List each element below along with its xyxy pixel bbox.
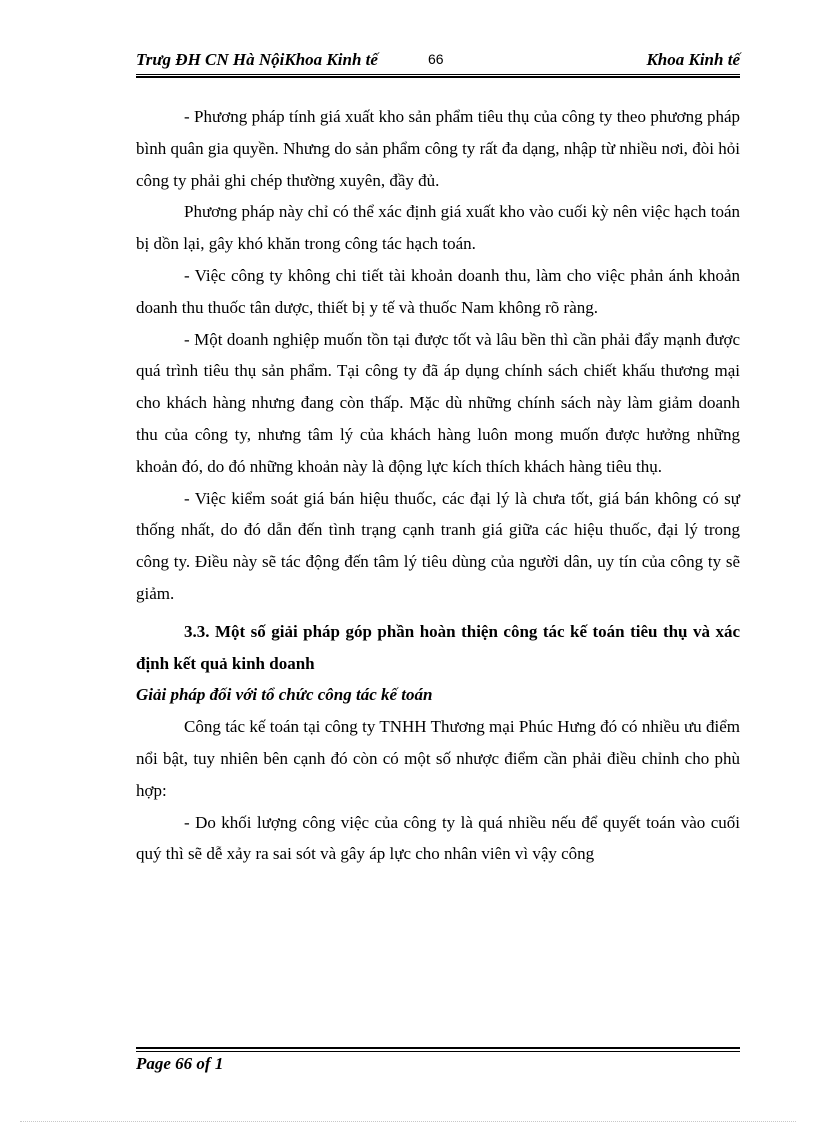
header-school-name: Trưg ĐH CN Hà NộiKhoa Kinh tế — [136, 50, 378, 69]
paragraph-1: - Phương pháp tính giá xuất kho sản phẩm tiêu thụ của công ty theo phương pháp bình quân gia quyền. Nhưng do sản phẩm công ty rất đa dạng, nhập từ nhiều nơi, đòi hỏi công ty phải ghi chép thường xuyên, đầy đủ. — [136, 107, 740, 190]
header-rule — [136, 74, 740, 78]
paragraph-6: Công tác kế toán tại công ty TNHH Thương mại Phúc Hưng đó có nhiều ưu điểm nổi bật, tuy nhiên bên cạnh đó còn có một số nhược điểm cần phải điều chỉnh cho phù hợp: — [136, 717, 740, 800]
document-body — [136, 101, 740, 870]
footer-rule — [136, 1047, 740, 1052]
page-header — [136, 46, 740, 74]
page-footer: Page 66 of 1 — [136, 1054, 224, 1073]
paragraph-7: - Do khối lượng công việc của công ty là quá nhiều nếu để quyết toán vào cuối quý thì sẽ dễ xảy ra sai sót và gây áp lực cho nhân viên vì vậy công — [136, 812, 740, 864]
paragraph-4: - Một doanh nghiệp muốn tồn tại được tốt và lâu bền thì cần phải đẩy mạnh được quá trình tiêu thụ sản phẩm. Tại công ty đã áp dụng chính sách chiết khấu thương mại cho khách hàng nhưng đang còn thấp. Mặc dù những chính sách này làm giảm doanh thu của công ty, nhưng tâm lý của khách hàng luôn mong muốn được hưởng những khoản đó, do đó những khoản này là động lực kích thích khách hàng tiêu thụ. — [136, 329, 740, 476]
paragraph-5: - Việc kiểm soát giá bán hiệu thuốc, các đại lý là chưa tốt, giá bán không có sự thống nhất, do đó dẫn đến tình trạng cạnh tranh giá giữa các hiệu thuốc, đại lý trong công ty. Điều này sẽ tác động đến tâm lý tiêu dùng của người dân, uy tín của công ty sẽ giảm. — [136, 488, 740, 603]
subheading: Giải pháp đối với tổ chức công tác kế toán — [136, 685, 433, 705]
section-heading: 3.3. Một số giải pháp góp phần hoàn thiện công tác kế toán tiêu thụ và xác định kết quả kinh doanh — [136, 621, 740, 673]
header-faculty-name: Khoa Kinh tế — [646, 50, 740, 69]
paragraph-3: - Việc công ty không chi tiết tài khoản doanh thu, làm cho việc phản ánh khoản doanh thu thuốc tân dược, thiết bị y tế và thuốc Nam không rõ ràng. — [136, 265, 740, 317]
header-page-number: 66 — [428, 51, 444, 67]
page-bottom-border — [20, 1121, 796, 1122]
paragraph-2: Phương pháp này chỉ có thể xác định giá xuất kho vào cuối kỳ nên việc hạch toán bị dồn lại, gây khó khăn trong công tác hạch toán. — [136, 202, 740, 254]
